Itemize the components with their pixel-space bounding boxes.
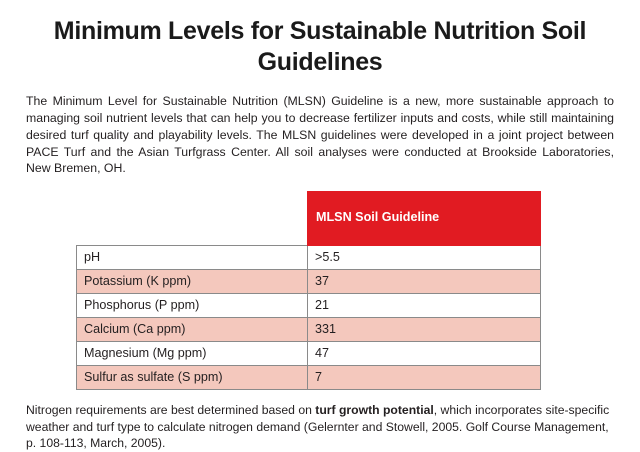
page-title: Minimum Levels for Sustainable Nutrition Soil Guidelines [53,17,587,76]
intro-paragraph: The Minimum Level for Sustainable Nutrition (MLSN) Guideline is a new, more sustainable approach to managing soil nutrient levels that can help you to decrease fertilizer inputs and costs, while still maintaining desired turf quality and playability levels. The MLSN guidelines were developed in a joint project between PACE Turf and the Asian Turfgrass Center. All soil analyses were conducted at Brookside Laboratories, New Bremen, OH. [26,94,614,176]
table-row [77,342,541,366]
table-row [77,318,541,342]
footnote-emphasis: turf growth potential [315,403,434,418]
footnote-part2: , which incorporates site-specific weather and turf type to calculate nitrogen demand (Gelernter and Stowell, 2005. Golf Course Management, p. 108-113, March, 2005). [26,403,610,451]
row-label: Magnesium (Mg ppm) [77,342,308,366]
mlsn-soil-guideline-table [76,191,541,390]
row-value: 37 [308,270,541,294]
row-value: 21 [308,294,541,318]
table-row [77,270,541,294]
row-label: Potassium (K ppm) [77,270,308,294]
row-label: Calcium (Ca ppm) [77,318,308,342]
table-row [77,246,541,270]
table-header-mlsn: MLSN Soil Guideline [308,192,541,246]
row-label: Phosphorus (P ppm) [77,294,308,318]
row-value: 7 [308,366,541,390]
table-row [77,366,541,390]
row-value: 331 [308,318,541,342]
mlsn-table-container [26,191,614,390]
table-row [77,294,541,318]
footnote-part1: Nitrogen requirements are best determined based on [26,403,316,418]
footnote-paragraph [26,402,614,452]
table-header-blank [77,192,308,246]
row-label: Sulfur as sulfate (S ppm) [77,366,308,390]
row-value: 47 [308,342,541,366]
row-value: >5.5 [308,246,541,270]
row-label: pH [77,246,308,270]
table-header-row [77,192,541,246]
